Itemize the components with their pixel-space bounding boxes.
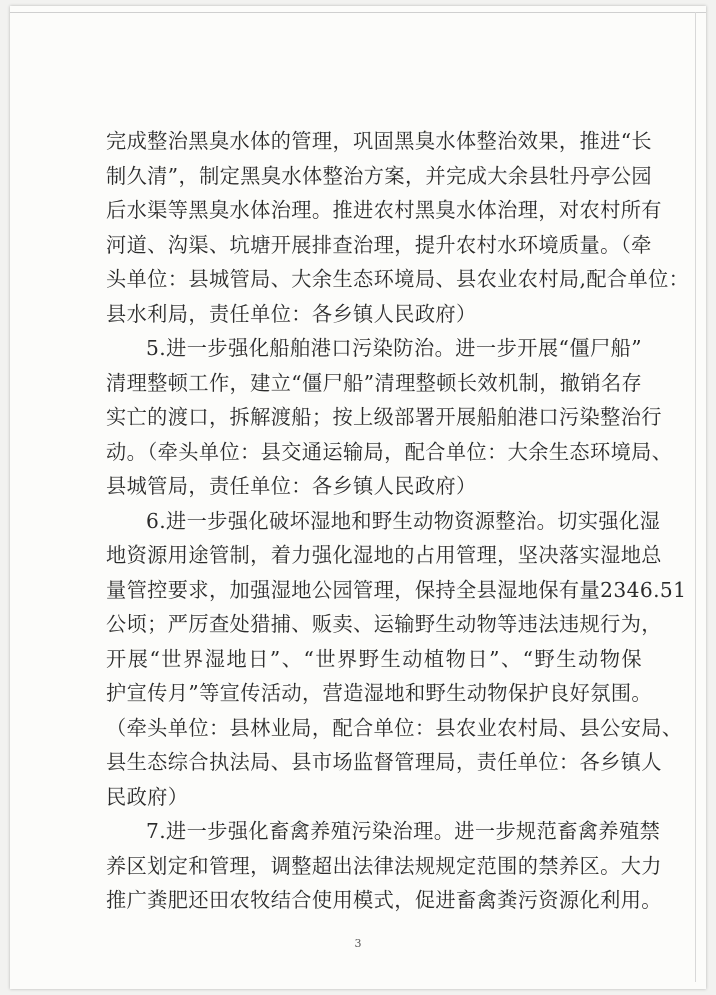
text-line: 制久清”，制定黑臭水体整治方案，并完成大余县牡丹亭公园	[106, 163, 652, 188]
section-5-heading-line: 5.进一步强化船舶港口污染防治。进一步开展“僵尸船”	[146, 336, 642, 360]
text-line: 推广粪肥还田农牧结合使用模式，促进畜禽粪污资源化利用。	[106, 888, 662, 912]
text-line: 完成整治黑臭水体的管理，巩固黑臭水体整治效果，推进“长	[106, 129, 652, 153]
text-line: 公顷；严厉查处猎捕、贩卖、运输野生动物等违法违规行为，	[106, 612, 662, 636]
page-number: 3	[354, 937, 362, 950]
text-line: 开展“世界湿地日”、“世界野生动植物日”、“野生动物保	[106, 646, 642, 671]
text-line: 县城管局，责任单位：各乡镇人民政府）	[106, 474, 477, 498]
document-page	[10, 6, 706, 989]
text-line: 动。（牵头单位：县交通运输局，配合单位：大余生态环境局、	[106, 439, 673, 464]
text-line: （牵头单位：县林业局，配合单位：县农业农村局、县公安局、	[106, 715, 683, 740]
text-line: 清理整顿工作，建立“僵尸船”清理整顿长效机制，撤销名存	[106, 370, 643, 395]
body-text	[106, 124, 690, 918]
page-right-rule	[695, 12, 696, 982]
text-line: 地资源用途管制，着力强化湿地的占用管理，坚决落实湿地总	[106, 543, 662, 567]
section-7-heading-line: 7.进一步强化畜禽养殖污染治理。进一步规范畜禽养殖禁	[146, 819, 661, 843]
text-line: 民政府）	[106, 784, 189, 809]
text-line: 量管控要求，加强湿地公园管理，保持全县湿地保有量2346.51	[106, 577, 687, 602]
text-line: 县水利局，责任单位：各乡镇人民政府）	[106, 301, 477, 326]
text-line: 后水渠等黑臭水体治理。推进农村黑臭水体治理，对农村所有	[106, 198, 662, 222]
text-line: 护宣传月”等宣传活动，营造湿地和野生动物保护良好氛围。	[106, 681, 652, 705]
text-line: 县生态综合执法局、县市场监督管理局，责任单位：各乡镇人	[106, 750, 662, 774]
text-line: 河道、沟渠、坑塘开展排查治理，提升农村水环境质量。（牵	[106, 232, 652, 257]
text-line: 头单位：县城管局、大余生态环境局、县农业农村局,配合单位：	[106, 267, 690, 291]
text-line: 实亡的渡口，拆解渡船；按上级部署开展船舶港口污染整治行	[106, 405, 662, 429]
page-top-rule	[10, 12, 706, 13]
section-6-heading-line: 6.进一步强化破坏湿地和野生动物资源整治。切实强化湿	[146, 508, 661, 533]
text-line: 养区划定和管理，调整超出法律法规规定范围的禁养区。大力	[106, 853, 662, 878]
